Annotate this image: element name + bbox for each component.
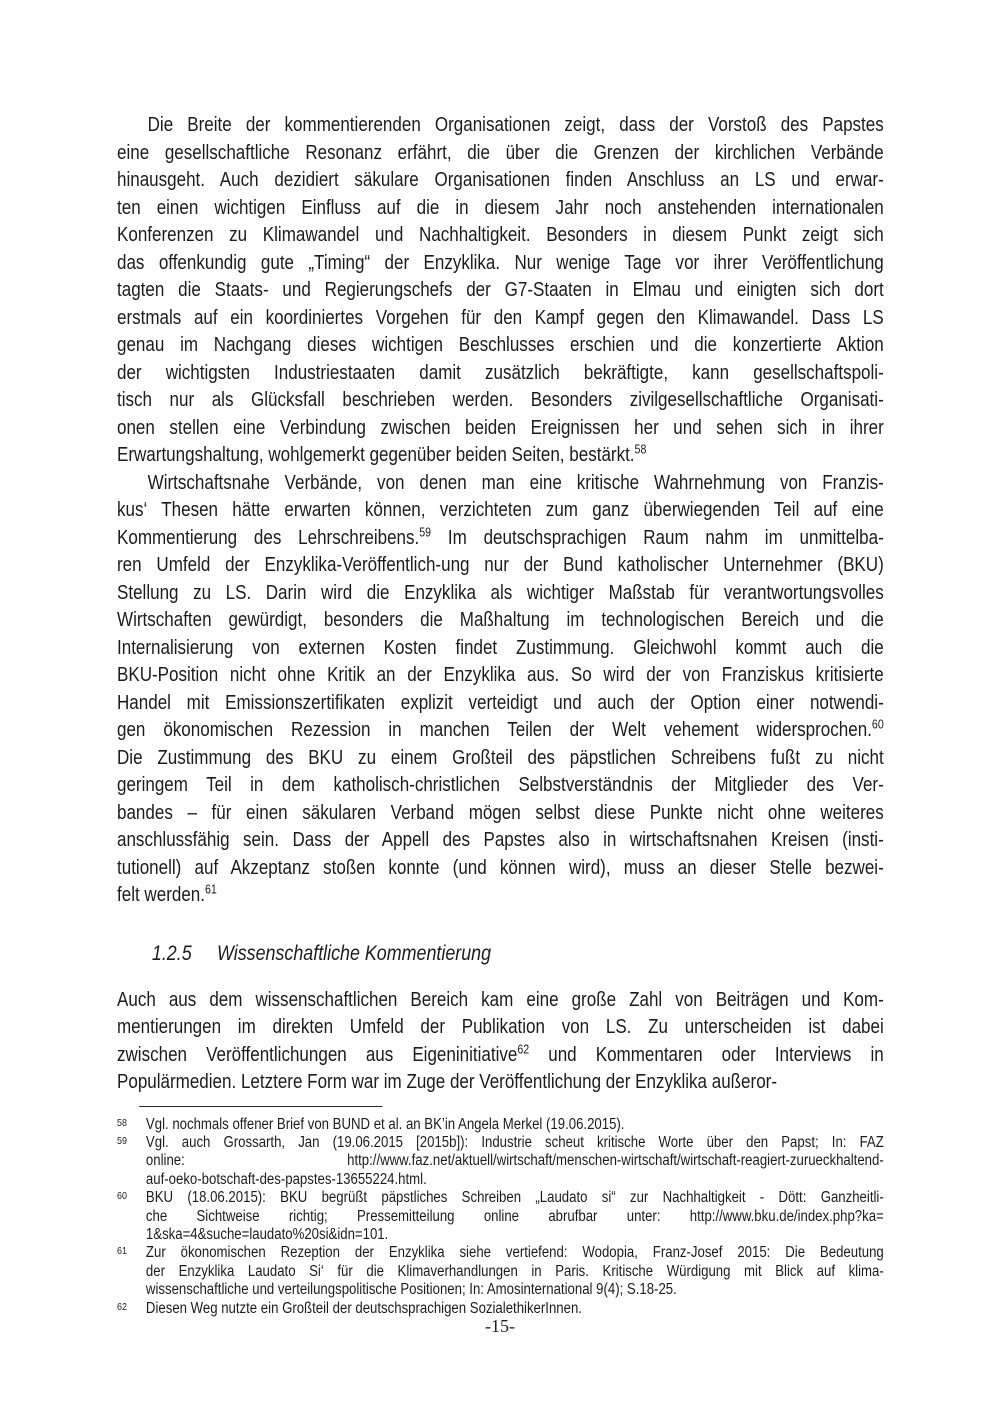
text-line: erstmals auf ein koordiniertes Vorgehen für den Kampf gegen den Klimawandel. Dass LS (117, 306, 884, 329)
text-line: bandes – für einen säkularen Verband mögen selbst diese Punkte nicht ohne weiteres (117, 801, 884, 824)
text-line: Die Zustimmung des BKU zu einem Großteil des päpstlichen Schreibens fußt zu nicht (117, 746, 884, 769)
footnote-ref: 58 (634, 442, 647, 457)
footnote-ref: 60 (871, 717, 884, 732)
footnote-ref: 62 (517, 1041, 530, 1056)
text-line: ren Umfeld der Enzyklika-Veröffentlich-ung nur der Bund katholischer Unternehmer (BKU) (117, 554, 884, 576)
paragraph-3 (117, 987, 884, 1097)
text-line: BKU-Position nicht ohne Kritik an der Enzyklika aus. So wird der von Franziskus kritisierte (117, 664, 884, 686)
text-line: zwischen Veröffentlichungen aus Eigeninitiative$^{62}$ und Kommentaren oder Interviews in (117, 1041, 884, 1066)
page-number: -15- (485, 1316, 515, 1336)
footnote-line: BKU (18.06.2015): BKU begrüßt päpstliches Schreiben „Laudato si“ zur Nachhaltigkeit - Dött: Ganzheitli- (145, 1189, 884, 1207)
footnote-line: Zur ökonomischen Rezeption der Enzyklika siehe vertiefend: Wodopia, Franz-Josef 2015: Die Bedeutung (145, 1244, 884, 1262)
footnote-line: Diesen Weg nutzte ein Großteil der deutschsprachigen SozialethikerInnen. (145, 1299, 582, 1317)
footnote-ref: 61 (204, 882, 217, 897)
footnote (117, 1134, 884, 1189)
section-heading-title: Wissenschaftliche Kommentierung (217, 941, 492, 965)
text-line: tutionell) auf Akzeptanz stoßen konnte (und können wird), muss an dieser Stelle bezwei- (117, 856, 884, 879)
text-line: das offenkundig gute „Timing“ der Enzyklika. Nur wenige Tage vor ihrer Veröffentlichung (117, 251, 884, 274)
footnote (117, 1244, 884, 1299)
paragraph-1 (117, 112, 884, 470)
text-line: Konferenzen zu Klimawandel und Nachhaltigkeit. Besonders in diesem Punkt zeigt sich (117, 224, 884, 246)
text-line: ten einen wichtigen Einfluss auf die in diesem Jahr noch anstehenden internationalen (117, 196, 884, 219)
footnote-line: der Enzyklika Laudato Si‘ für die Klimaverhandlungen in Paris. Kritische Würdigung mit Blick auf klima- (145, 1262, 884, 1280)
footnote-ref: 59 (419, 524, 432, 539)
text-line: tagten die Staats- und Regierungschefs der G7-Staaten in Elmau und einigten sich dort (117, 279, 884, 301)
text-line: eine gesellschaftliche Resonanz erfährt, die über die Grenzen der kirchlichen Verbände (117, 141, 884, 164)
footnote-line: 1&ska=4&suche=laudato%20si&idn=101. (145, 1225, 389, 1243)
section-heading (152, 940, 884, 967)
text-line: Populärmedien. Letztere Form war im Zuge der Veröffentlichung der Enzyklika außeror- (117, 1071, 777, 1093)
paragraph-2 (117, 470, 884, 910)
text-line: geringem Teil in dem katholisch-christlichen Selbstverständnis der Mitglieder des Ver- (117, 774, 884, 796)
text-line: kus‘ Thesen hätte erwarten können, verzichteten zum ganz überwiegenden Teil auf eine (117, 499, 884, 521)
text-line: Wirtschaften gewürdigt, besonders die Maßhaltung im technologischen Bereich und die (117, 609, 884, 631)
section-heading-number: 1.2.5 (151, 941, 192, 965)
text-line: Internalisierung von externen Kosten findet Zustimmung. Gleichwohl kommt auch die (117, 636, 884, 659)
text-line: felt werden.$^{61}$ (117, 882, 217, 906)
footnote-number: 58 (117, 1116, 127, 1129)
text-line: Stellung zu LS. Darin wird die Enzyklika als wichtiger Maßstab für verantwortungsvolles (117, 581, 884, 604)
footnote-line: online: http://www.faz.net/aktuell/wirtschaft/menschen-wirtschaft/wirtschaft-reagiert-zurueckhaltend- (145, 1152, 884, 1170)
footnote-line: Vgl. nochmals offener Brief von BUND et al. an BK’in Angela Merkel (19.06.2015). (145, 1115, 625, 1133)
footnote (117, 1189, 884, 1244)
text-line: mentierungen im direkten Umfeld der Publikation von LS. Zu unterscheiden ist dabei (117, 1016, 884, 1038)
text-line: der wichtigsten Industriestaaten damit zusätzlich bekräftigte, kann gesellschaftspoli- (117, 361, 884, 384)
footnote-line: wissenschaftliche und verteilungspolitische Positionen; In: Amosinternational 9(4); S.18-25. (145, 1281, 677, 1299)
footnote-line: che Sichtweise richtig; Pressemitteilung online abrufbar unter: http://www.bku.de/index.php?ka= (145, 1207, 884, 1225)
footnote-line: Vgl. auch Grossarth, Jan (19.06.2015 [2015b]): Industrie scheut kritische Worte über den Papst; In: FAZ (145, 1133, 884, 1151)
text-line: Wirtschaftsnahe Verbände, von denen man eine kritische Wahrnehmung von Franzis- (147, 471, 884, 494)
footnote (117, 1116, 884, 1134)
text-line: Erwartungshaltung, wohlgemerkt gegenüber beiden Seiten, bestärkt.$^{58}$ (117, 442, 647, 466)
text-line: Handel mit Emissionszertifikaten explizit verteidigt und auch der Option einer notwendi- (117, 691, 884, 714)
footnote-line: auf-oeko-botschaft-des-papstes-13655224.html. (145, 1170, 427, 1188)
text-line: genau im Nachgang dieses wichtigen Beschlusses erschien und die konzertierte Aktion (117, 334, 884, 356)
text-line: Auch aus dem wissenschaftlichen Bereich kam eine große Zahl von Beiträgen und Kom- (117, 988, 884, 1011)
text-line: anschlussfähig sein. Dass der Appell des Papstes also in wirtschaftsnahen Kreisen (insti- (117, 829, 884, 851)
text-line: hinausgeht. Auch dezidiert säkulare Organisationen finden Anschluss an LS und erwar- (117, 169, 884, 191)
text-column (117, 112, 884, 1318)
text-line: Die Breite der kommentierenden Organisationen zeigt, dass der Vorstoß des Papstes (147, 114, 884, 136)
footnotes-section (117, 1116, 884, 1318)
footnote-number: 60 (117, 1190, 127, 1203)
text-line: gen ökonomischen Rezession in manchen Teilen der Welt vehement widersprochen.$^{60}$ (117, 717, 884, 741)
footnote-number: 59 (117, 1134, 127, 1147)
footnote-number: 61 (117, 1245, 127, 1258)
text-line: Kommentierung des Lehrschreibens.$^{59}$ Im deutschsprachigen Raum nahm im unmittelba- (117, 524, 884, 549)
footnote-separator (139, 1106, 382, 1107)
text-line: tisch nur als Glücksfall beschrieben werden. Besonders zivilgesellschaftliche Organisati- (117, 389, 884, 411)
footnote-number: 62 (117, 1300, 127, 1313)
text-line: onen stellen eine Verbindung zwischen beiden Ereignissen her und sehen sich in ihrer (117, 416, 884, 439)
